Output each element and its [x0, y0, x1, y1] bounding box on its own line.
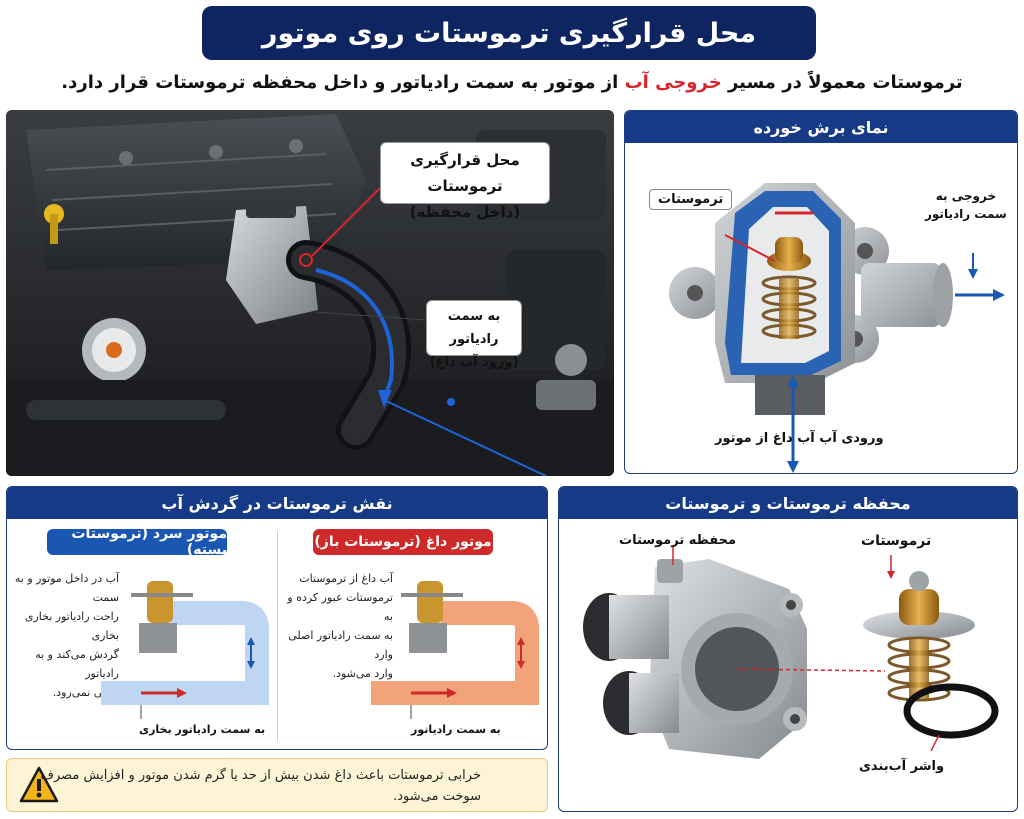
page-title	[202, 6, 816, 60]
cutaway-panel-title: نمای برش خورده	[625, 111, 1017, 143]
callout-main-line1: محل قرارگیری ترموستات	[410, 151, 520, 195]
page-title-text: محل قرارگیری ترموستات روی موتور	[261, 17, 757, 49]
cutaway-thermostat-label: ترموستات	[649, 189, 732, 210]
hot-flow-diagram	[371, 573, 541, 723]
callout-radiator-line2: (ورود آب داغ)	[429, 355, 519, 370]
callout-main-line2: (داخل محفظه)	[409, 203, 521, 221]
cutaway-inlet-label: ورودی آب آب داغ از موتور	[715, 431, 884, 446]
hot-desc-line3: به سمت رادیاتور اصلی وارد	[288, 629, 393, 661]
housing-panel-title: محفظه ترموستات و ترموستات	[559, 487, 1017, 519]
subtitle-text-1: ترموستات معمولاً در مسیر	[721, 72, 963, 93]
cold-desc-line3: گردش می‌کند و به رادیاتور	[35, 648, 119, 680]
warning-text-line1: خرابی ترموستات باعث داغ شدن بیش از حد یا گرم شدن موتور و افزایش مصرف	[40, 768, 481, 783]
page-subtitle	[20, 66, 1004, 100]
housing-illustration	[559, 519, 1018, 811]
warning-text	[31, 765, 481, 807]
gasket-label: واشر آب‌بندی	[859, 759, 945, 774]
cold-flow-diagram	[101, 573, 271, 723]
cold-bottom-label: به سمت رادیاتور بخاری	[139, 723, 266, 736]
housing-thermostat-label: ترموستات	[861, 533, 932, 549]
warning-box	[6, 758, 548, 812]
hot-desc-line1: آب داغ از ترموستات	[299, 572, 393, 585]
subtitle-highlight: خروجی آب	[624, 72, 722, 93]
cold-desc-line4: اصلی نمی‌رود.	[52, 686, 119, 699]
cold-desc-line2: راحت رادیاتور بخاری بخاری	[24, 610, 119, 642]
hot-desc-line4: وارد می‌شود.	[332, 667, 393, 680]
subtitle-text-2: از موتور به سمت رادیاتور و داخل محفظه ترموستات قرار دارد.	[61, 72, 625, 93]
housing-panel	[558, 486, 1018, 812]
cold-engine-pill: موتور سرد (ترموستات بسته)	[47, 529, 227, 555]
cutaway-panel	[624, 110, 1018, 474]
cutaway-outlet-line2: سمت رادیاتور	[925, 207, 1007, 221]
warning-text-line2: سوخت می‌شود.	[393, 789, 481, 804]
housing-label: محفظه ترموستات	[619, 533, 737, 548]
callout-radiator-line1: به سمت رادیاتور	[447, 309, 501, 347]
callout-to-radiator	[426, 300, 522, 370]
cutaway-outlet-label	[925, 187, 1007, 223]
cold-desc-line1: آب در داخل موتور و به سمت	[14, 572, 119, 604]
role-divider	[277, 531, 278, 741]
callout-thermostat-location	[380, 142, 550, 221]
engine-bay-photo	[6, 110, 614, 476]
cutaway-outlet-line1: خروجی به	[935, 189, 997, 203]
hot-desc-line2: ترموستات عبور کرده و به	[287, 591, 393, 623]
hot-engine-pill: موتور داغ (ترموستات باز)	[313, 529, 493, 555]
thermostat-role-panel	[6, 486, 548, 750]
role-panel-title: نقش ترموستات در گردش آب	[7, 487, 547, 519]
hot-bottom-label: به سمت رادیاتور	[411, 723, 501, 736]
